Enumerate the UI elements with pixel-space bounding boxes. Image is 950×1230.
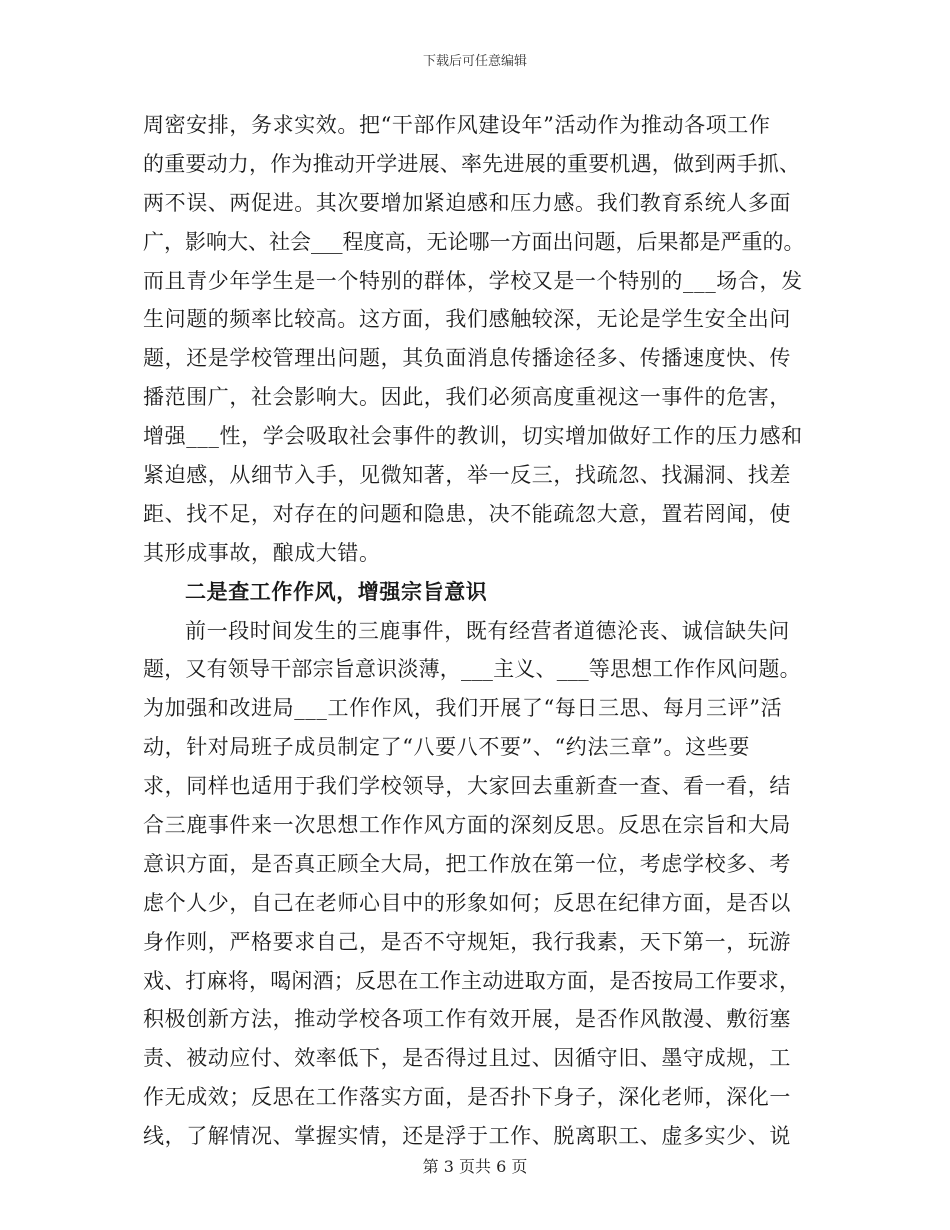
text-line: 为加强和改进局___工作作风，我们开展了“每日三思、每月三评”活 (143, 696, 783, 721)
text-line: 合三鹿事件来一次思想工作作风方面的深刻反思。反思在宗旨和大局 (143, 813, 791, 838)
text-line: 题，还是学校管理出问题，其负面消息传播途径多、传播速度快、传 (143, 346, 791, 371)
text-line: 戏、打麻将，喝闲酒；反思在工作主动进取方面，是否按局工作要求， (143, 968, 801, 993)
text-line: 距、找不足，对存在的问题和隐患，决不能疏忽大意，置若罔闻，使 (143, 501, 791, 526)
text-line: 播范围广，社会影响大。因此，我们必须高度重视这一事件的危害， (143, 385, 791, 410)
text-line: 周密安排，务求实效。把“干部作风建设年”活动作为推动各项工作 (143, 113, 771, 137)
text-line: 生问题的频率比较高。这方面，我们感触较深，无论是学生安全出问 (143, 307, 791, 332)
text-line: 身作则，严格要求自己，是否不守规矩，我行我素，天下第一，玩游 (143, 929, 791, 954)
text-line: 广，影响大、社会___程度高，无论哪一方面出问题，后果都是严重的。 (143, 229, 805, 254)
text-line: 积极创新方法，推动学校各项工作有效开展，是否作风散漫、敷衍塞 (143, 1007, 791, 1032)
text-line: 两不误、两促进。其次要增加紧迫感和压力感。我们教育系统人多面 (143, 190, 791, 215)
text-line: 意识方面，是否真正顾全大局，把工作放在第一位，考虑学校多、考 (143, 851, 791, 876)
text-line: 而且青少年学生是一个特别的群体，学校又是一个特别的___场合，发 (143, 268, 803, 293)
text-line: 虑个人少，自己在老师心目中的形象如何；反思在纪律方面，是否以 (143, 890, 791, 915)
text-line: 题，又有领导干部宗旨意识淡薄，___主义、___等思想工作作风问题。 (143, 657, 801, 682)
text-line: 责、被动应付、效率低下，是否得过且过、因循守旧、墨守成规，工 (143, 1046, 791, 1071)
page-header: 下载后可任意编辑 (422, 54, 527, 69)
document-body (143, 106, 803, 1156)
text-line: 前一段时间发生的三鹿事件，既有经营者道德沦丧、诚信缺失问 (185, 618, 790, 643)
text-line: 作无成效；反思在工作落实方面，是否扑下身子，深化老师，深化一 (143, 1085, 791, 1110)
text-line: 紧迫感，从细节入手，见微知著，举一反三，找疏忽、找漏洞、找差 (143, 463, 791, 488)
text-line: 增强___性，学会吸取社会事件的教训，切实增加做好工作的压力感和 (143, 424, 803, 449)
text-line: 动，针对局班子成员制定了“八要八不要”、“约法三章”。这些要 (143, 735, 750, 760)
text-line: 求，同样也适用于我们学校领导，大家回去重新查一查、看一看，结 (143, 774, 791, 799)
page-footer: 第 3 页共 6 页 (422, 1157, 528, 1176)
section-heading: 二是查工作作风，增强宗旨意识 (185, 578, 488, 604)
text-line: 其形成事故，酿成大错。 (143, 540, 381, 565)
text-line: 线，了解情况、掌握实情，还是浮于工作、脱离职工、虚多实少、说 (143, 1124, 791, 1149)
text-line: 的重要动力，作为推动开学进展、率先进展的重要机遇，做到两手抓、 (143, 151, 801, 176)
